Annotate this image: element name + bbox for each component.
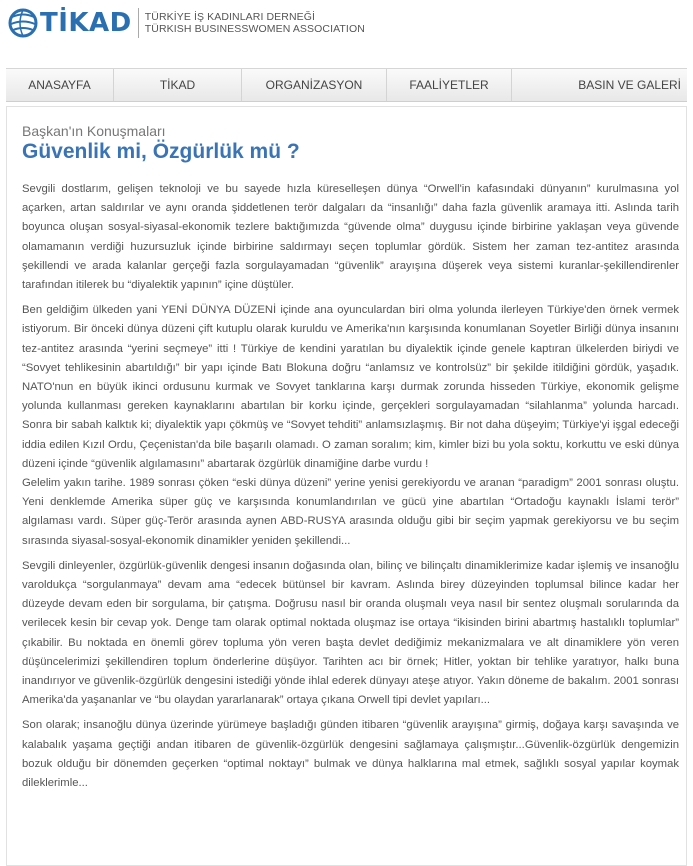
org-name-en: TÜRKISH BUSINESSWOMEN ASSOCIATION: [144, 23, 365, 35]
site-header: [0, 0, 693, 66]
nav-item-organizasyon[interactable]: ORGANİZASYON: [242, 69, 387, 101]
nav-item-tikad[interactable]: TİKAD: [114, 69, 242, 101]
article-category: Başkan'ın Konuşmaları: [22, 123, 166, 139]
org-name-tr: TÜRKİYE İŞ KADINLARI DERNEĞİ: [144, 11, 316, 23]
article-container: [6, 106, 687, 866]
article-paragraph-2: Ben geldiğim ülkeden yani YENİ DÜNYA DÜZENİ içinde ana oyunculardan biri olma yolunda ilerleyen Türkiye'den örnek vermek istiyorum. Bir önceki dünya düzeni çift kutuplu olarak kuruldu ve Amerika'nın karşısında konumlanan Soyetler Birliği dünya insanını tez-antitez arasında “yerini seçmeye” itti ! Türkiye de kendini yaratılan bu diyalektik içinde genele kaptıran ülkelerden biriydi ve “Sovyet tehlikesinin abartıldığı” bir yapı içinde Batı Blokuna doğru “anlamsız ve kontrolsüz” bir şekilde itildiğini gördük, yaşadık. NATO'nun en büyük ikinci ordusunu kurmak ve Sovyet tanklarına karşı durmak zorunda hisseden Türkiye, ekonomik gelişme yolunda kullanması gereken kaynaklarını abartılan bir korku içinde, gerçekleri sorgulayamadan “silahlanma” yolunda harcadı. Sonra bir sabah kalktık ki; diyalektik yapı çökmüş ve “Sovyet tehditi” anlamsızlaşmış. Bir not daha düşeyim; Türkiye'yi işgal edeceği iddia edilen Kızıl Ordu, Çeçenistan'da bile başarılı olamadı. O zaman soralım; kim, kimler bizi bu yola soktu, korkuttu ve eski dünya düzeni içinde “güvenlik algılamasını” abartarak özgürlük dinamiğine darbe vurdu !: [22, 304, 679, 470]
nav-item-anasayfa[interactable]: ANASAYFA: [6, 69, 114, 101]
article-paragraph-1: Sevgili dostlarım, gelişen teknoloji ve bu sayede hızla küreselleşen dünya “Orwell'in kafasındaki dünyanın” kurulmasına yol açarken, artan saldırılar ve aynı oranda şiddetlenen terör dalgaları da “insanlığı” daha fazla güvenlik aramaya itti. Aslında tarih boyunca oluşan sosyal-siyasal-ekonomik tezlere baktığımızda “güvende olma” duygusu içinde birbirine yaklaşan veya güvende olamamanın verdiği huzursuzluk içinde birbirine saldırmayı seçen toplumlar gördük. Sistem her zaman tez-antitez arasında şekillendi ve arada kalanlar gerçeği fazla sorgulayamadan “güvenlik” arayışına düşerek veya sistemi kuranlar-şekillendirenler tarafından itilerek bu “diyalektik yapının” içine düştüler.: [22, 183, 679, 292]
article-paragraph-5: Son olarak; insanoğlu dünya üzerinde yürümeye başladığı günden itibaren “güvenlik arayışına” girmiş, doğaya karşı savaşında ve kalabalık yaşama geçtiği andan itibaren de güvenlik-özgürlük dengesini sağlamaya çalışmıştır...Güvenlik-özgürlük dengemizin bozuk olduğu bir dönemden geçerken “optimal noktayı” bulmak ve dünya halklarına mal etmek, sağlıklı sosyal yapılar koymak dileklerimle...: [22, 719, 679, 790]
site-logo[interactable]: [8, 8, 365, 38]
article-title: Güvenlik mi, Özgürlük mü ?: [22, 140, 300, 163]
nav-item-faaliyetler[interactable]: FAALİYETLER: [387, 69, 512, 101]
globe-icon: [8, 8, 38, 38]
org-name: [145, 11, 365, 35]
logo-wordmark: TİKAD: [40, 8, 132, 38]
article-paragraph-3: Gelelim yakın tarihe. 1989 sonrası çöken “eski dünya düzeni” yerine yenisi gerekiyordu ve aranan “paradigm” 2001 sonrası oluştu. Yeni denklemde Amerika süper güç ve karşısında konumlandırılan ve gücü yine abartılan “Ortadoğu kaynaklı İslami terör” algılaması vardı. Süper güç-Terör arasında aynen ABD-RUSYA arasında olduğu gibi bir seçim yapmak gerekiyorsu ve bu seçim sırasında siyasal-sosyal-ekonomik dinamikler yeniden şekillendi...: [22, 477, 679, 547]
main-nav: [6, 68, 687, 102]
nav-item-basin-ve-galeri[interactable]: BASIN VE GALERİ: [578, 78, 681, 92]
logo-divider: [138, 8, 139, 38]
article-paragraph-4: Sevgili dinleyenler, özgürlük-güvenlik dengesi insanın doğasında olan, bilinç ve bilinçaltı dinamiklerimize kadar işlemiş ve insanoğlu varoldukça “sorgulanmaya” devam ama “edecek bütünsel bir kavram. Aslında birey düzeyinden toplumsal bilince kadar her düzeyde devam eden bir sorgulama, bir çatışma. Doğrusu nasıl bir oranda oluşmalı veya nasıl bir sentez oluşmalı sorularında da verilecek kesin bir cevap yok. Denge tam olarak optimal noktada oluşmaz ise ortaya “ikisinden birini abartmış hastalıklı toplumlar” çıkabilir. Bu noktada en önemli görev topluma yön veren başta devlet dediğimiz mekanizmalara ve alt dinamiklere yön veren düşüncelerimizi şekillendiren toplum önderlerine düşüyor. Tarihten acı bir örnek; Hitler, yoktan bir tehlike yaratıyor, halkı buna inandırıyor ve güvenlik-özgürlük dengesini istediği yönde ihlal ederek dünyayı ateşe atıyor. Yakın döneme de bakalım. 2001 sonrası Amerika'da yaşananlar ve “bu olaydan yararlanarak” ortaya çıkana Orwell tipi devlet yapıları...: [22, 559, 679, 707]
